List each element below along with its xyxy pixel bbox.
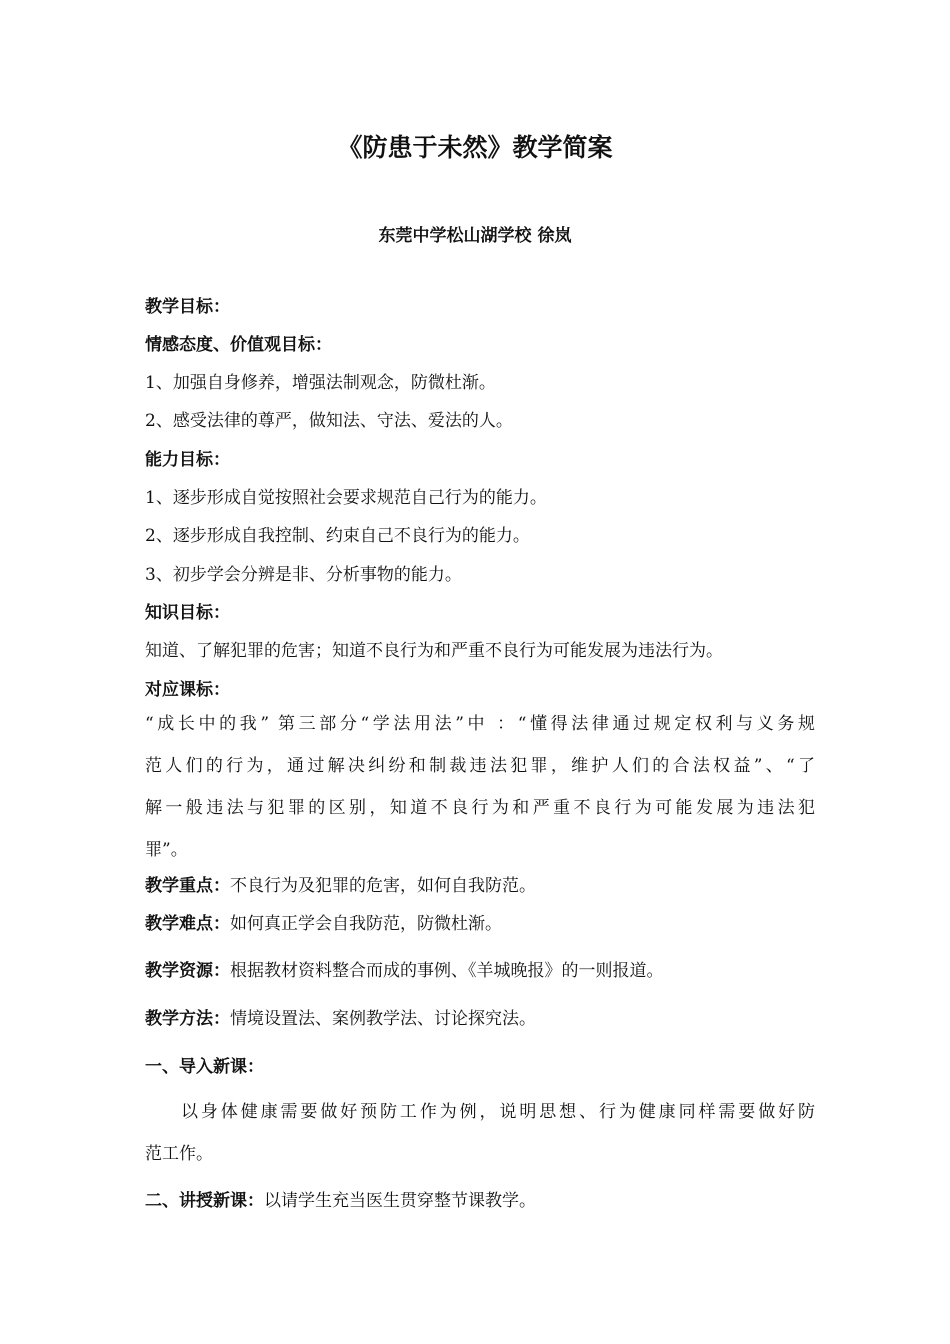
methods-text: 情境设置法、案例教学法、讨论探究法。: [230, 1009, 536, 1029]
resources-text: 根据教材资料整合而成的事例、《羊城晚报》的一则报道。: [230, 961, 664, 981]
emotion-item: 1、加强自身修养，增强法制观念，防微杜渐。: [145, 373, 496, 393]
section2-row: [145, 1187, 815, 1215]
standard-heading: 对应课标：: [145, 680, 230, 700]
knowledge-text: 知道、了解犯罪的危害；知道不良行为和严重不良行为可能发展为违法行为。: [145, 641, 723, 661]
objectives-heading: 教学目标：: [145, 297, 230, 317]
standard-line: 罪”。: [145, 840, 188, 860]
ability-item: 1、逐步形成自觉按照社会要求规范自己行为的能力。: [145, 488, 547, 508]
difficulty-row: [145, 910, 815, 938]
standard-line: 范人们的行为，通过解决纠纷和制裁违法犯罪，维护人们的合法权益”、“了: [145, 756, 815, 776]
section1-line: 以身体健康需要做好预防工作为例，说明思想、行为健康同样需要做好防: [181, 1102, 815, 1122]
key-point-row: [145, 872, 815, 900]
standard-line: “成长中的我” 第三部分“学法用法”中 ：“懂得法律通过规定权利与义务规: [145, 714, 815, 734]
ability-item: 3、初步学会分辨是非、分析事物的能力。: [145, 565, 462, 585]
resources-label: 教学资源：: [145, 961, 230, 981]
difficulty-label: 教学难点：: [145, 914, 230, 934]
knowledge-heading: 知识目标：: [145, 603, 230, 623]
section2-text: 以请学生充当医生贯穿整节课教学。: [264, 1191, 536, 1211]
resources-row: [145, 957, 815, 985]
standard-line: 解一般违法与犯罪的区别，知道不良行为和严重不良行为可能发展为违法犯: [145, 798, 815, 818]
ability-heading: 能力目标：: [145, 450, 230, 470]
section2-label: 二、讲授新课：: [145, 1191, 264, 1211]
document-title: 《防患于未然》教学简案: [337, 133, 613, 162]
section1-heading: 一、导入新课：: [145, 1057, 264, 1077]
methods-label: 教学方法：: [145, 1009, 230, 1029]
section1-line: 范工作。: [145, 1144, 213, 1164]
key-point-text: 不良行为及犯罪的危害，如何自我防范。: [230, 876, 536, 896]
key-point-label: 教学重点：: [145, 876, 230, 896]
emotion-heading: 情感态度、价值观目标：: [145, 335, 332, 355]
author-line: 东莞中学松山湖学校 徐岚: [378, 226, 572, 246]
methods-row: [145, 1005, 815, 1033]
ability-item: 2、逐步形成自我控制、约束自己不良行为的能力。: [145, 526, 530, 546]
difficulty-text: 如何真正学会自我防范，防微杜渐。: [230, 914, 502, 934]
emotion-item: 2、感受法律的尊严，做知法、守法、爱法的人。: [145, 411, 513, 431]
